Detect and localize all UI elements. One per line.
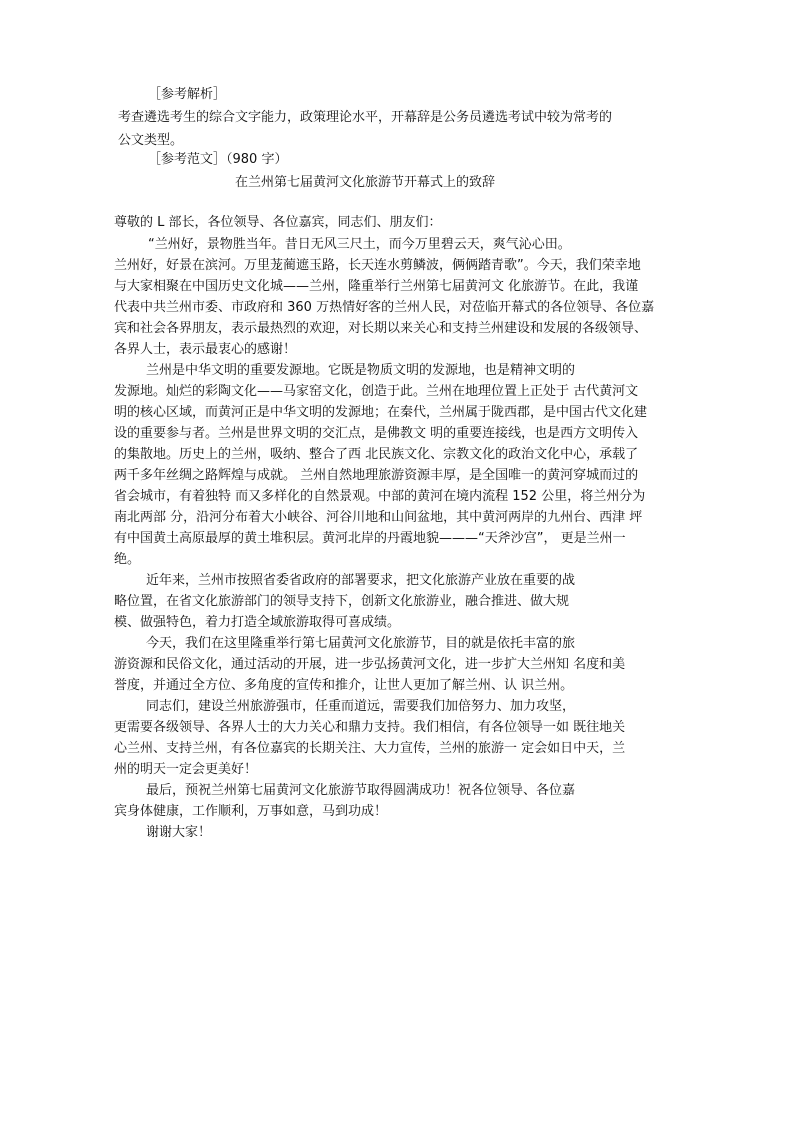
body-line: 省会城市，有着独特 而又多样化的自然景观。中部的黄河在境内流程 152 公里，将兰州分为 — [114, 489, 646, 504]
body-line: 有中国黄土高原最厚的黄土堆积层。黄河北岸的丹霞地貌———“天斧沙宫”， 更是兰州一 — [114, 531, 626, 546]
body-line: “兰州好，景物胜当年。昔日无风三尺土，而今万里碧云天，爽气沁心田。 — [148, 237, 571, 252]
body-line: 与大家相聚在中国历史文化城——兰州，隆重举行兰州第七届黄河文 化旅游节。在此，我谨 — [114, 279, 639, 294]
body-line: 宾身体健康，工作顺利，万事如意，马到功成！ — [114, 804, 388, 819]
analysis-line: 公文类型。 — [118, 133, 184, 148]
body-line: 模、做强特色，着力打造全域旅游取得可喜成绩。 — [114, 615, 401, 630]
body-line: 设的重要参与者。兰州是世界文明的交汇点，是佛教文 明的重要连接线，也是西方文明传入 — [114, 426, 639, 441]
model-heading: ［参考范文］（980 字） — [148, 152, 288, 167]
body-line: 更需要各级领导、各界人士的大力关心和鼎力支持。我们相信，有各位领导一如 既往地关 — [114, 720, 626, 735]
body-line: 南北两部 分，沿河分布着大小峡谷、河谷川地和山间盆地，其中黄河两岸的九州台、西津 坪 — [114, 510, 643, 525]
body-line: 兰州好，好景在滨河。万里茏蔺遮玉路，长天连水剪鳞波，俩俩踏青歌”。今天，我们荣幸地 — [114, 258, 641, 273]
body-line: 心兰州、支持兰州，有各位嘉宾的长期关注、大力宣传，兰州的旅游一 定会如日中天，兰 — [114, 741, 626, 756]
body-line: 代表中共兰州市委、市政府和 360 万热情好客的兰州人民，对莅临开幕式的各位领导、各位嘉 — [114, 300, 655, 315]
body-line: 两千多年丝绸之路辉煌与成就。 兰州自然地理旅游资源丰厚，是全国唯一的黄河穿城而过的 — [114, 468, 639, 483]
body-line: 近年来，兰州市按照省委省政府的部署要求，把文化旅游产业放在重要的战 — [146, 573, 576, 588]
body-line: 绝。 — [114, 552, 141, 567]
analysis-line: 考查遴选考生的综合文字能力，政策理论水平，开幕辞是公务员遴选考试中较为常考的 — [118, 110, 613, 125]
body-line: 同志们，建设兰州旅游强市，任重而道远，需要我们加倍努力、加力攻坚， — [146, 699, 576, 714]
body-line: 兰州是中华文明的重要发源地。它既是物质文明的发源地，也是精神文明的 — [146, 363, 576, 378]
body-line: 宾和社会各界朋友，表示最热烈的欢迎，对长期以来关心和支持兰州建设和发展的各级领导、 — [114, 321, 648, 336]
body-line: 今天，我们在这里隆重举行第七届黄河文化旅游节，目的就是依托丰富的旅 — [146, 636, 576, 651]
analysis-heading: ［参考解析］ — [148, 87, 227, 102]
body-line: 州的明天一定会更美好！ — [114, 762, 258, 777]
body-line: 誉度，并通过全方位、多角度的宣传和推介，让世人更加了解兰州、认 识兰州。 — [114, 678, 574, 693]
body-line: 谢谢大家！ — [146, 825, 212, 840]
salutation: 尊敬的 L 部长，各位领导、各位嘉宾，同志们、朋友们： — [114, 215, 442, 230]
body-line: 游资源和民俗文化，通过活动的开展，进一步弘扬黄河文化，进一步扩大兰州知 名度和美 — [114, 657, 626, 672]
body-line: 最后，预祝兰州第七届黄河文化旅游节取得圆满成功！祝各位领导、各位嘉 — [146, 783, 576, 798]
body-line: 各界人士，表示最衷心的感谢！ — [114, 342, 297, 357]
body-line: 明的核心区域，而黄河正是中华文明的发源地；在秦代，兰州属于陇西郡，是中国古代文化建 — [114, 405, 648, 420]
document-title: 在兰州第七届黄河文化旅游节开幕式上的致辞 — [235, 175, 496, 190]
body-line: 略位置，在省文化旅游部门的领导支持下，创新文化旅游业，融合推进、做大规 — [114, 594, 570, 609]
body-line: 发源地。灿烂的彩陶文化——马家窑文化，创造于此。兰州在地理位置上正处于 古代黄河文 — [114, 384, 639, 399]
body-line: 的集散地。历史上的兰州，吸纳、整合了西 北民族文化、宗教文化的政治文化中心，承载了 — [114, 447, 639, 462]
